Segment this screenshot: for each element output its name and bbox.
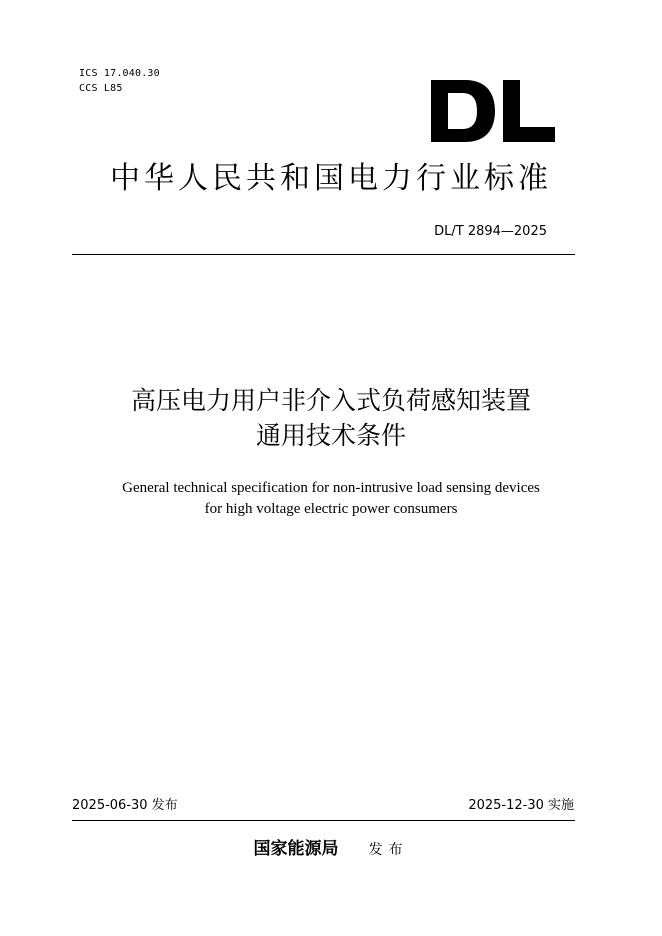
publisher-line bbox=[0, 837, 662, 862]
title-chinese-line-1: 高压电力用户非介入式负荷感知装置 bbox=[130, 386, 531, 415]
publish-label: 发布 bbox=[368, 842, 409, 858]
title-english-line-2: for high voltage electric power consumers bbox=[204, 501, 458, 517]
title-english-line-1: General technical specification for non-intrusive load sensing devices bbox=[122, 480, 540, 496]
logo-letter-d bbox=[431, 80, 495, 142]
publisher-name: 国家能源局 bbox=[253, 839, 339, 859]
dl-logo bbox=[429, 80, 557, 142]
bottom-divider bbox=[72, 820, 575, 821]
implementation-date: 2025-12-30 实施 bbox=[468, 798, 574, 813]
title-chinese-line-2: 通用技术条件 bbox=[255, 421, 406, 450]
ics-code: ICS 17.040.30 bbox=[79, 68, 160, 79]
organization-name: 中华人民共和国电力行业标准 bbox=[110, 161, 552, 196]
issue-date: 2025-06-30 发布 bbox=[72, 798, 178, 813]
top-divider bbox=[72, 254, 575, 255]
ccs-code: CCS L85 bbox=[79, 83, 123, 94]
standard-number: DL/T 2894—2025 bbox=[434, 224, 547, 239]
logo-letter-l bbox=[503, 80, 555, 142]
